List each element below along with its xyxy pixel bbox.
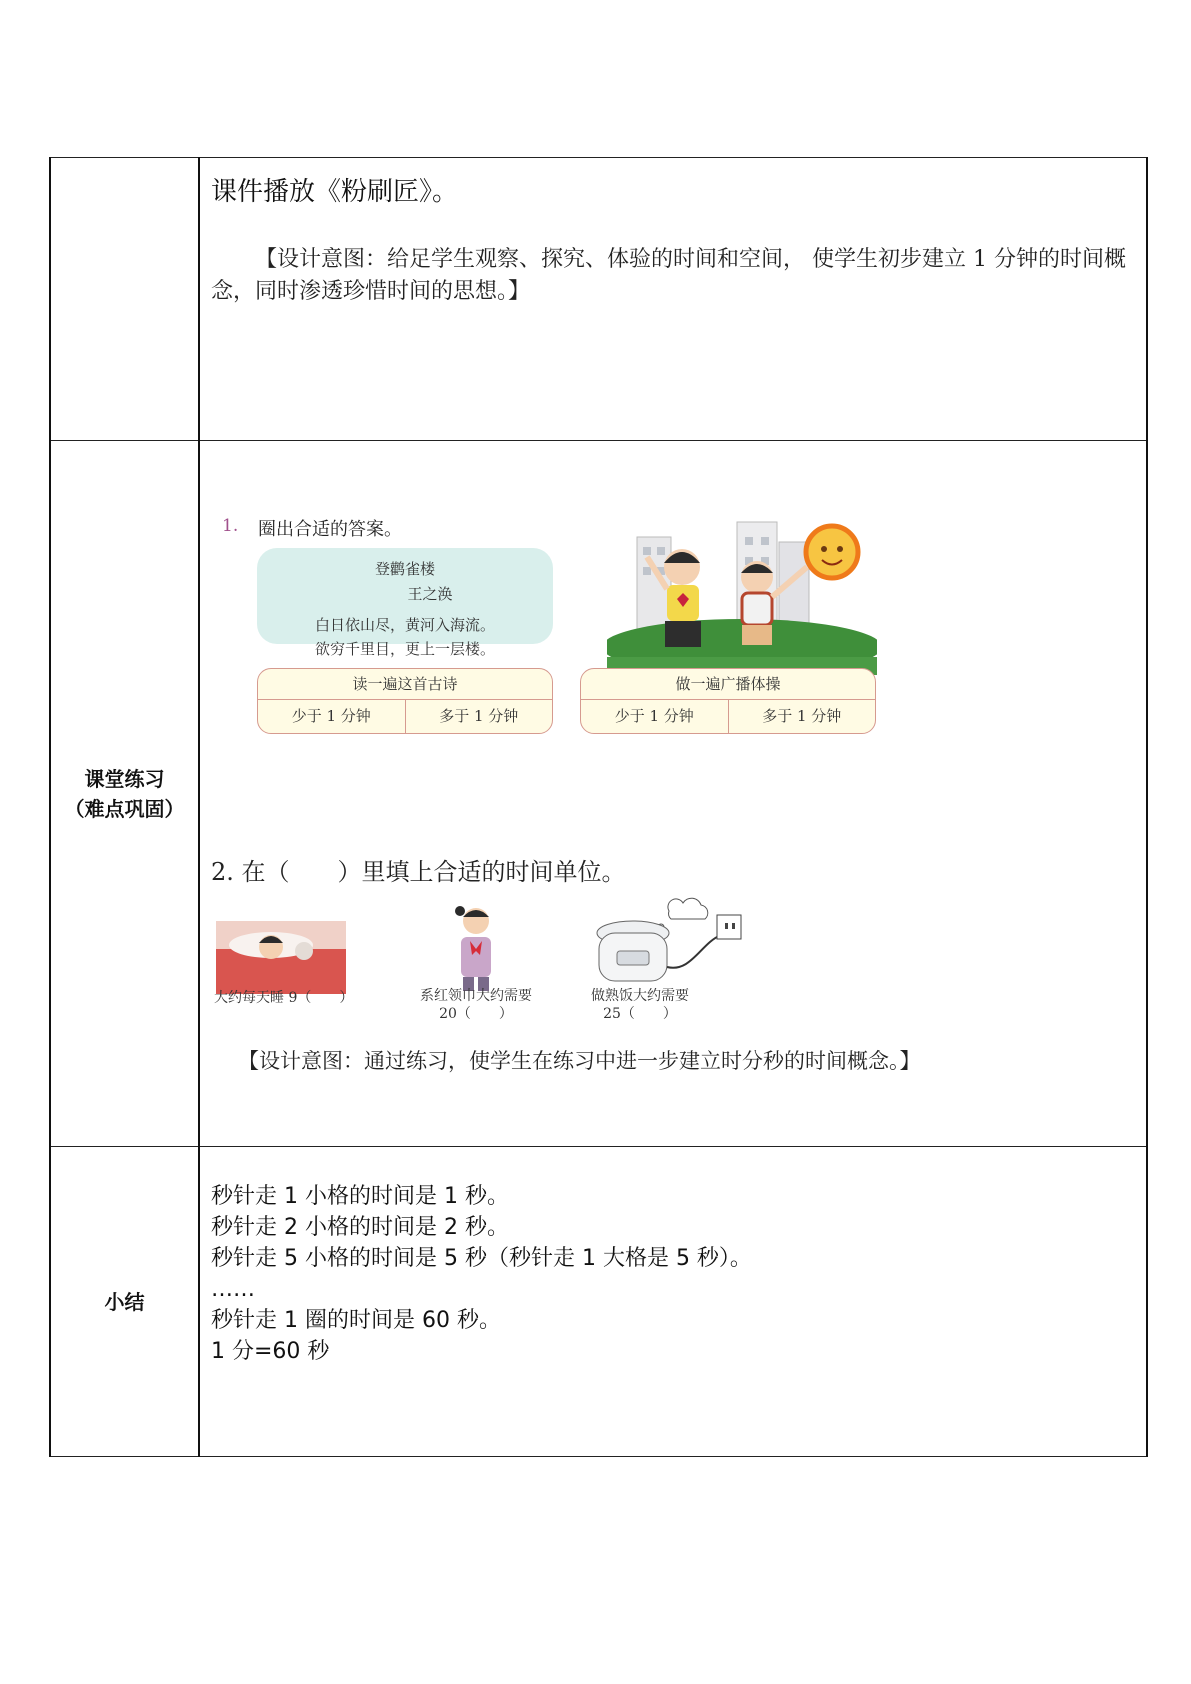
exercise-1	[200, 441, 1146, 756]
row-label-subtitle: （难点巩固）	[64, 796, 185, 821]
row-label-title: 课堂练习	[84, 766, 165, 791]
table-row	[50, 158, 1147, 441]
lesson-plan-table	[49, 157, 1148, 1457]
row-label-empty	[50, 158, 199, 441]
exercise-number: 1.	[222, 516, 239, 536]
design-intent: 【设计意图：通过练习，使学生在练习中进一步建立时分秒的时间概念。】	[238, 1049, 921, 1073]
rice-caption	[580, 987, 700, 1023]
poem-title: 登鹳雀楼	[374, 560, 435, 578]
answer-box-title: 做一遍广播体操	[581, 669, 875, 700]
caption-line: 25（ ）	[603, 1006, 677, 1022]
exercise-2-prompt: 2. 在（ ）里填上合适的时间单位。	[211, 858, 626, 886]
answer-box-poem	[257, 668, 553, 734]
courseware-heading: 课件播放《粉刷匠》。	[211, 177, 459, 207]
summary-line: 1 分=60 秒	[211, 1339, 330, 1364]
summary-list	[200, 1147, 1146, 1367]
option-less-than-1-minute[interactable]: 少于 1 分钟	[291, 707, 371, 725]
answer-box-title: 读一遍这首古诗	[258, 669, 552, 700]
exercise-illustration	[607, 497, 877, 675]
poem-author: 王之涣	[407, 585, 453, 603]
caption-line: 20（ ）	[439, 1006, 513, 1022]
row-label	[50, 441, 199, 1147]
answer-box-exercise	[580, 668, 876, 734]
summary-line: ……	[211, 1277, 255, 1302]
rice-cooker-illustration	[591, 893, 771, 993]
summary-line: 秒针走 2 小格的时间是 2 秒。	[211, 1215, 509, 1240]
sleeping-illustration	[216, 921, 346, 994]
content-cell	[199, 441, 1147, 1147]
content-cell	[199, 1147, 1147, 1457]
option-more-than-1-minute[interactable]: 多于 1 分钟	[728, 700, 876, 733]
design-intent: 【设计意图：给足学生观察、探究、体验的时间和空间， 使学生初步建立 1 分钟的时间概念，同时渗透珍惜时间的思想。】	[211, 247, 1126, 304]
sleep-caption: 大约每天睡 9（ ）	[214, 990, 354, 1006]
poem-box	[257, 548, 553, 658]
caption-line: 做熟饭大约需要	[591, 988, 689, 1004]
table-row	[50, 1147, 1147, 1457]
exercise-prompt: 圈出合适的答案。	[258, 519, 402, 540]
scarf-caption	[416, 987, 536, 1023]
scarf-illustration	[447, 899, 505, 994]
summary-line: 秒针走 1 圈的时间是 60 秒。	[211, 1308, 501, 1333]
summary-line: 秒针走 1 小格的时间是 1 秒。	[211, 1184, 509, 1209]
table-row	[50, 441, 1147, 1147]
poem-line: 白日依山尽，黄河入海流。	[314, 616, 495, 634]
option-less-than-1-minute[interactable]: 少于 1 分钟	[614, 707, 694, 725]
summary-line: 秒针走 5 小格的时间是 5 秒（秒针走 1 大格是 5 秒）。	[211, 1246, 752, 1271]
content-cell	[199, 158, 1147, 441]
caption-line: 系红领巾大约需要	[420, 988, 532, 1004]
row-label: 小结	[50, 1147, 199, 1457]
poem-line: 欲穷千里目，更上一层楼。	[314, 640, 495, 658]
option-more-than-1-minute[interactable]: 多于 1 分钟	[405, 700, 553, 733]
